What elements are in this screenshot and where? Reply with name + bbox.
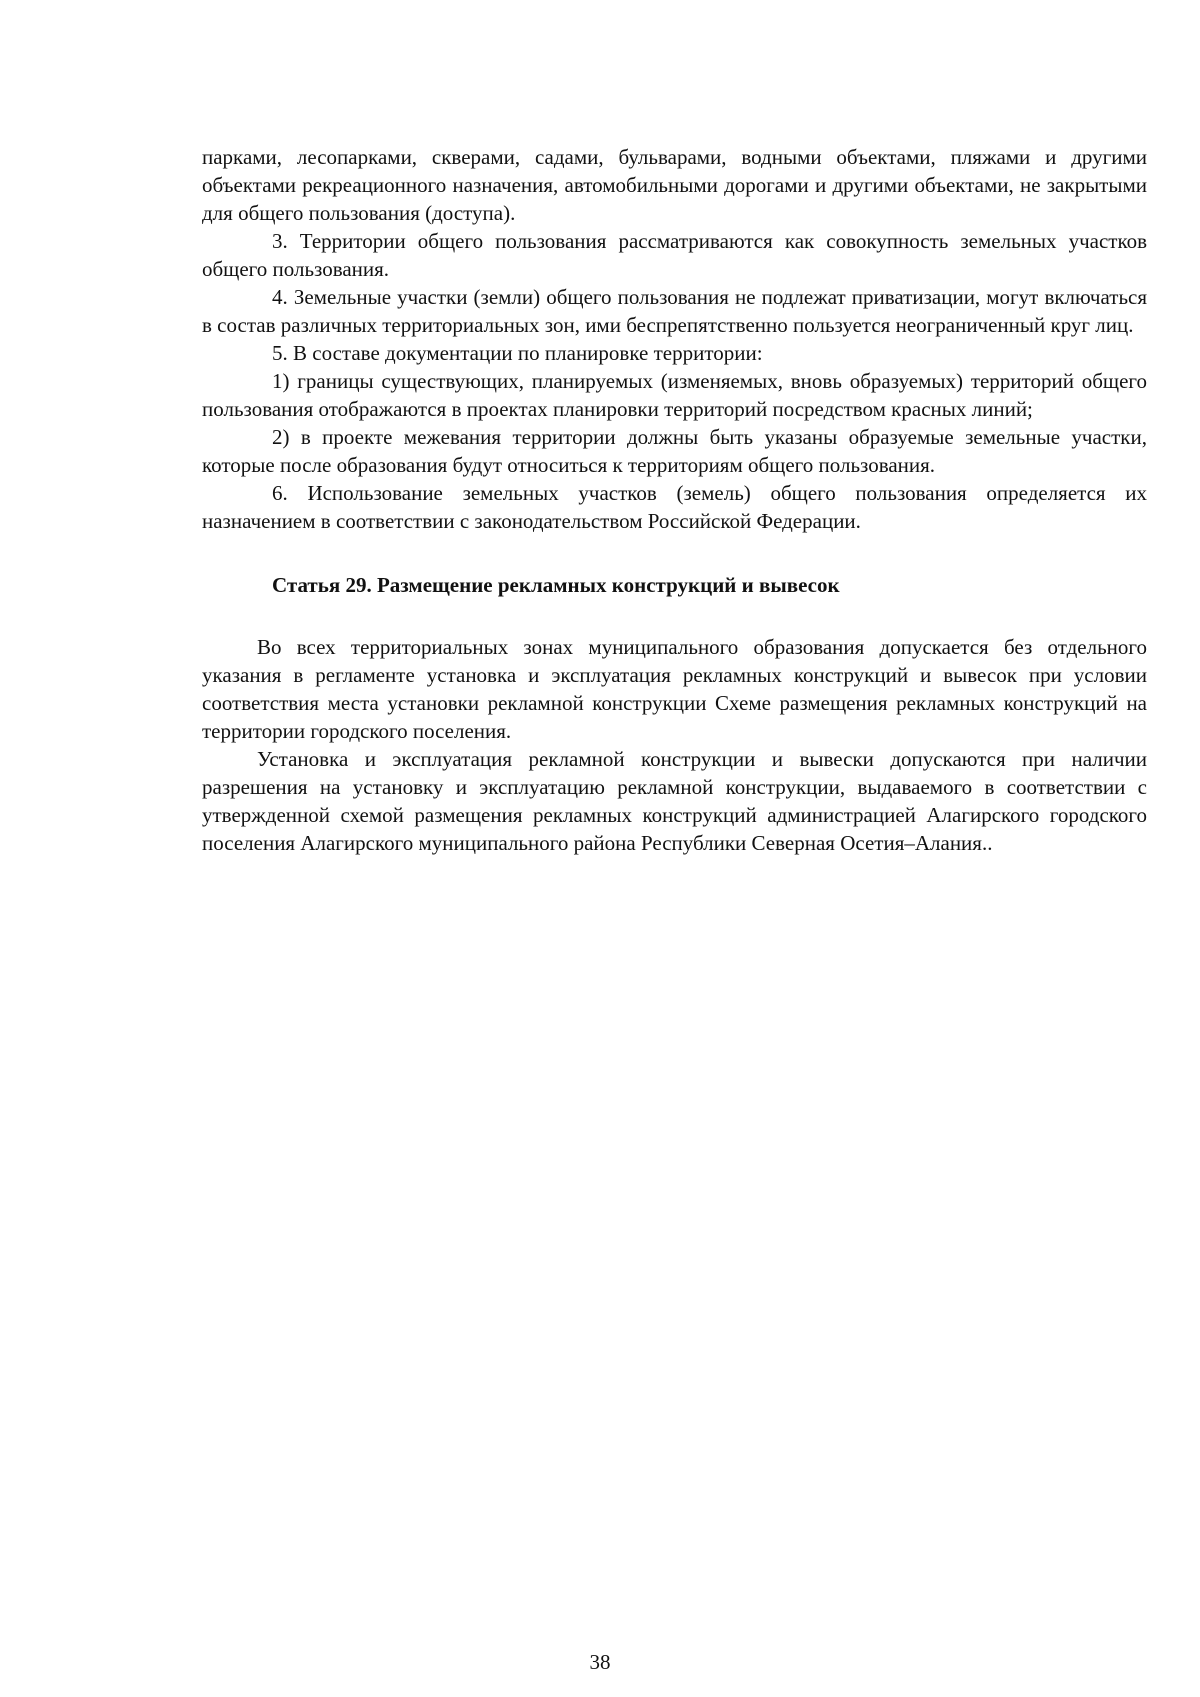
paragraph-item-6: 6. Использование земельных участков (земель) общего пользования определяется их назначением в соответствии с законодательством Российской Федерации. <box>202 481 1147 533</box>
document-page <box>202 143 1147 857</box>
page-number: 38 <box>589 1650 611 1674</box>
article-heading: Статья 29. Размещение рекламных конструкций и вывесок <box>272 573 840 597</box>
paragraph-item-3: 3. Территории общего пользования рассматриваются как совокупность земельных участков общего пользования. <box>202 229 1147 281</box>
paragraph-subitem-2: 2) в проекте межевания территории должны быть указаны образуемые земельные участки, которые после образования будут относиться к территориям общего пользования. <box>202 425 1147 477</box>
article-paragraph-1: Во всех территориальных зонах муниципального образования допускается без отдельного указания в регламенте установка и эксплуатация рекламных конструкций и вывесок при условии соответствия места установки рекламной конструкции Схеме размещения рекламных конструкций на территории городского поселения. <box>202 635 1147 743</box>
article-paragraph-2: Установка и эксплуатация рекламной конструкции и вывески допускаются при наличии разрешения на установку и эксплуатацию рекламной конструкции, выдаваемого в соответствии с утвержденной схемой размещения рекламных конструкций администрацией Алагирского городского поселения Алагирского муниципального района Республики Северная Осетия–Алания.. <box>202 747 1147 855</box>
paragraph-item-4: 4. Земельные участки (земли) общего пользования не подлежат приватизации, могут включаться в состав различных территориальных зон, ими беспрепятственно пользуется неограниченный круг лиц. <box>202 285 1147 337</box>
spacer <box>202 599 1147 633</box>
paragraph-subitem-1: 1) границы существующих, планируемых (изменяемых, вновь образуемых) территорий общего пользования отображаются в проектах планировки территорий посредством красных линий; <box>202 369 1147 421</box>
paragraph-continuation: парками, лесопарками, скверами, садами, бульварами, водными объектами, пляжами и другими объектами рекреационного назначения, автомобильными дорогами и другими объектами, не закрытыми для общего пользования (доступа). <box>202 145 1147 225</box>
paragraph-item-5: 5. В составе документации по планировке территории: <box>272 341 763 365</box>
